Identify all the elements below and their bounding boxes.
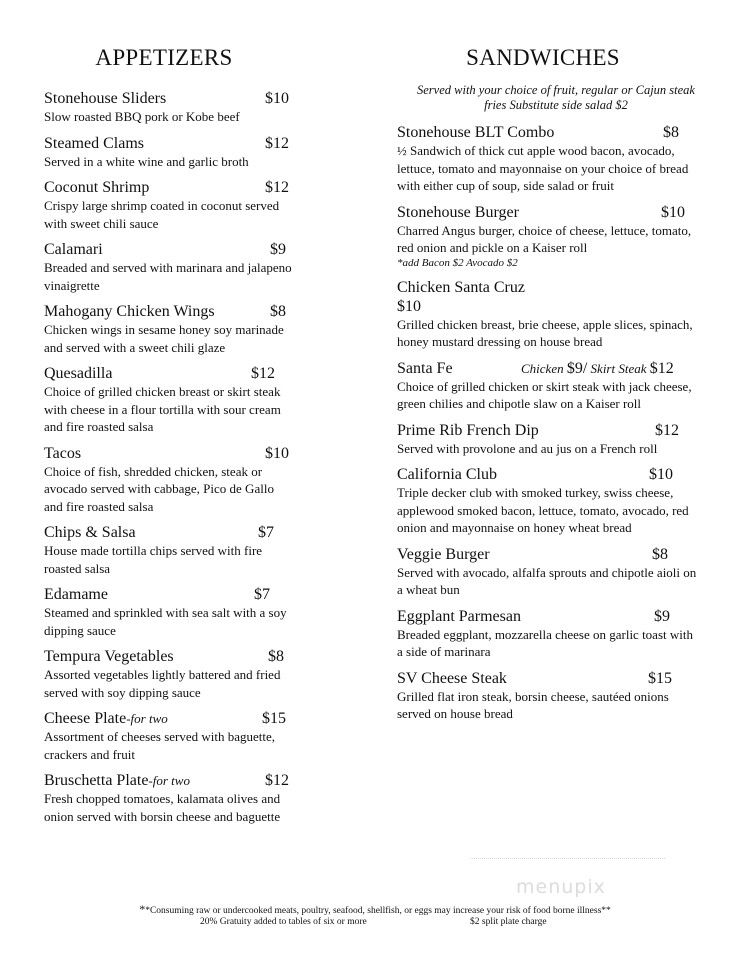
sandwiches-title: SANDWICHES [466,45,620,70]
menu-item [44,709,292,763]
item-name: Coconut Shrimp [44,179,150,196]
item-price: $7 [258,524,274,541]
item-description: Served with provolone and au jus on a French roll [397,440,658,456]
menu-item [397,123,697,195]
item-name: Veggie Burger [397,545,490,563]
item-description: Slow roasted BBQ pork or Kobe beef [44,109,240,124]
item-price: $15 [648,669,672,687]
item-description: Chicken wings in sesame honey soy marinade and served with a sweet chili glaze [44,322,284,355]
item-description: Choice of fish, shredded chicken, steak or avocado served with cabbage, Pico de Gallo and fire roasted salsa [44,463,274,514]
item-price: $10 [661,203,685,221]
item-name: Stonehouse Sliders [44,90,167,107]
item-price: $10 [649,466,673,483]
menu-item [397,421,697,458]
item-name: Tempura Vegetables [44,648,174,665]
watermark-divider [470,858,665,860]
sandwiches-section [397,40,697,731]
item-price: $10 [265,90,289,107]
item-price: $9 [654,607,670,625]
item-price: $12 [265,134,289,152]
item-name-suffix: -for two [148,773,190,788]
item-name: Mahogany Chicken Wings [44,303,215,320]
menu-item [397,278,697,351]
item-price: $7 [254,586,270,603]
item-description: Breaded eggplant, mozzarella cheese on garlic toast with a side of marinara [397,626,693,659]
item-name: Calamari [44,241,103,258]
menu-item [397,607,697,661]
item-name: Eggplant Parmesan [397,607,521,625]
menu-item [44,302,292,356]
item-name: Cheese Plate-for two [44,710,168,727]
item-price: $12 [265,772,289,789]
item-price: $15 [262,710,286,727]
item-name: Chicken Santa Cruz [397,278,525,296]
item-name: Stonehouse BLT Combo [397,124,555,141]
item-name: California Club [397,466,497,483]
menu-item [397,359,697,413]
item-description: Assortment of cheeses served with baguette, crackers and fruit [44,729,276,762]
item-name: Edamame [44,586,108,603]
item-price: $12 [265,179,289,196]
item-price: $12 [251,365,275,382]
menu-item [44,585,292,639]
item-description: Steamed and sprinkled with sea salt with a soy dipping sauce [44,605,287,638]
item-description: Served with avocado, alfalfa sprouts and chipotle aioli on a wheat bun [397,564,697,597]
item-name: Stonehouse Burger [397,203,519,221]
menu-item [44,364,292,436]
item-description: Served in a white wine and garlic broth [44,153,249,169]
item-description: Grilled flat iron steak, borsin cheese, sautéed onions served on house bread [397,688,669,721]
menu-item [44,178,292,232]
item-price: $8 [663,124,679,141]
food-safety-warning: **Consuming raw or undercooked meats, poultry, seafood, shellfish, or eggs may increase your risk of food borne illness** [139,902,611,916]
sandwiches-intro: Served with your choice of fruit, regular or Cajun steak fries Substitute side salad $2 [417,83,695,112]
item-name: SV Cheese Steak [397,669,507,687]
split-plate-note: $2 split plate charge [470,917,547,927]
item-description: Crispy large shrimp coated in coconut served with sweet chili sauce [44,198,280,231]
steak-price: $12 [649,359,674,377]
menu-item [44,444,292,516]
item-name: Bruschetta Plate-for two [44,772,190,789]
gratuity-note: 20% Gratuity added to tables of six or more [200,917,367,927]
item-price: $8 [268,648,284,665]
item-price: $8 [270,303,286,320]
menu-item [44,134,292,171]
menu-item [397,465,697,537]
item-description: Assorted vegetables lightly battered and fried served with soy dipping sauce [44,667,281,700]
item-price: $10 [397,297,421,315]
item-name: Santa Fe [397,359,453,377]
item-description: Choice of grilled chicken or skirt steak with jack cheese, green chilies and chipotle slaw on a Kaiser roll [397,378,692,411]
item-description: Fresh chopped tomatoes, kalamata olives and onion served with borsin cheese and baguette [44,791,281,824]
chicken-price: $9/ [566,359,588,377]
item-price: $12 [655,421,679,439]
item-note: *add Bacon $2 Avocado $2 [397,256,518,269]
appetizers-title: APPETIZERS [95,45,233,70]
footer [0,902,750,929]
item-name: Tacos [44,444,82,462]
item-description: Breaded and served with marinara and jalapeno vinaigrette [44,260,292,293]
item-description: Choice of grilled chicken breast or skirt steak with cheese in a flour tortilla with sour cream and fire roasted salsa [44,384,281,434]
menupix-watermark: menupix [516,876,606,898]
item-price-options: Chicken $9/ Skirt Steak $12 [521,359,674,377]
menu-item [397,545,697,599]
item-name: Steamed Clams [44,134,144,152]
item-name: Quesadilla [44,365,113,382]
menu-item [397,203,697,270]
menu-item [44,89,292,126]
item-description: Triple decker club with smoked turkey, swiss cheese, applewood smoked bacon, lettuce, tomato, avocado, red onion and mayonnaise on honey wheat bread [397,485,689,535]
item-price: $8 [652,545,668,563]
item-description: Charred Angus burger, choice of cheese, lettuce, tomato, red onion and pickle on a Kaiser roll *add Bacon $2 Avocado $2 [397,222,697,270]
item-price: $9 [270,241,286,258]
item-price: $10 [265,444,289,462]
item-name-suffix: -for two [126,711,168,726]
item-description: ½ Sandwich of thick cut apple wood bacon, avocado, lettuce, tomato and mayonnaise on your choice of bread with either cup of soup, side salad or fruit [397,143,689,193]
item-name: Prime Rib French Dip [397,421,539,439]
menu-item [44,523,292,577]
appetizers-section [44,40,292,833]
item-name: Chips & Salsa [44,524,136,541]
item-description: Grilled chicken breast, brie cheese, apple slices, spinach, honey mustard dressing on house bread [397,316,693,349]
menu-item [44,647,292,701]
menu-item [44,240,292,294]
menu-item [44,771,292,825]
item-description: House made tortilla chips served with fire roasted salsa [44,543,263,576]
menu-item [397,669,697,723]
